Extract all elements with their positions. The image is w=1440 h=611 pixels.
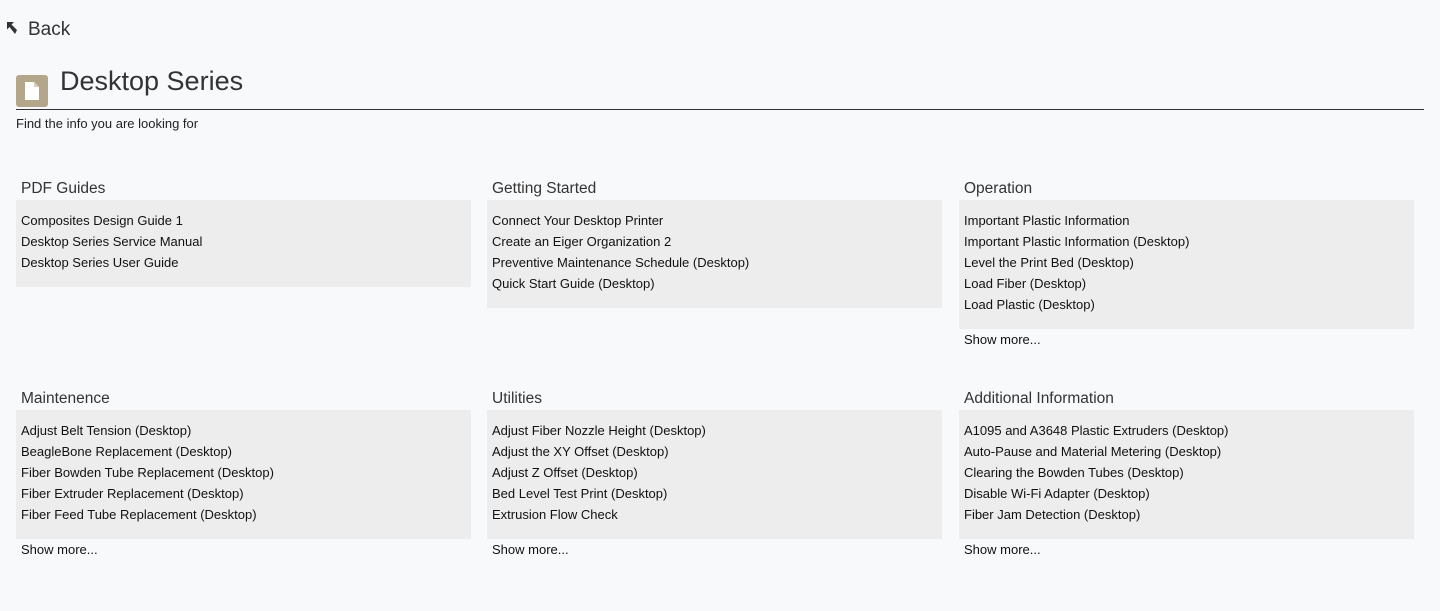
section-link[interactable]: Important Plastic Information (Desktop) xyxy=(964,234,1190,249)
section-list xyxy=(16,410,471,539)
section-link[interactable]: Preventive Maintenance Schedule (Desktop) xyxy=(492,255,750,270)
section-link[interactable]: A1095 and A3648 Plastic Extruders (Desktop) xyxy=(964,423,1229,438)
section-maintenence xyxy=(16,390,471,557)
section-link[interactable]: Desktop Series Service Manual xyxy=(21,234,203,249)
section-link[interactable]: Fiber Bowden Tube Replacement (Desktop) xyxy=(21,465,274,480)
section-link[interactable]: Auto-Pause and Material Metering (Desktop) xyxy=(964,444,1222,459)
show-more-link[interactable]: Show more... xyxy=(964,332,1041,347)
section-link[interactable]: Extrusion Flow Check xyxy=(492,507,618,522)
section-operation xyxy=(959,180,1414,347)
document-icon xyxy=(16,75,48,107)
section-link[interactable]: BeagleBone Replacement (Desktop) xyxy=(21,444,233,459)
show-more-link[interactable]: Show more... xyxy=(492,542,569,557)
section-pdf-guides xyxy=(16,180,471,287)
section-link[interactable]: Adjust Z Offset (Desktop) xyxy=(492,465,638,480)
section-list xyxy=(959,200,1414,329)
section-link[interactable]: Fiber Feed Tube Replacement (Desktop) xyxy=(21,507,257,522)
show-more-link[interactable]: Show more... xyxy=(964,542,1041,557)
page-subtitle: Find the info you are looking for xyxy=(16,116,199,131)
back-label: Back xyxy=(28,19,71,40)
section-getting-started xyxy=(487,180,942,308)
section-list xyxy=(16,200,471,287)
section-link[interactable]: Fiber Jam Detection (Desktop) xyxy=(964,507,1141,522)
back-link[interactable] xyxy=(6,19,70,41)
section-additional-information xyxy=(959,390,1414,557)
section-title: Utilities xyxy=(492,390,542,407)
section-list xyxy=(487,410,942,539)
show-more-link[interactable]: Show more... xyxy=(21,542,98,557)
section-link[interactable]: Bed Level Test Print (Desktop) xyxy=(492,486,668,501)
section-link[interactable]: Quick Start Guide (Desktop) xyxy=(492,276,655,291)
page-title: Desktop Series xyxy=(60,65,244,96)
section-link[interactable]: Connect Your Desktop Printer xyxy=(492,213,664,228)
section-title: Operation xyxy=(964,180,1033,197)
section-title: Getting Started xyxy=(492,180,597,197)
section-link[interactable]: Load Plastic (Desktop) xyxy=(964,297,1095,312)
section-link[interactable]: Composites Design Guide 1 xyxy=(21,213,183,228)
page-header xyxy=(16,65,1424,110)
section-link[interactable]: Create an Eiger Organization 2 xyxy=(492,234,672,249)
section-link[interactable]: Fiber Extruder Replacement (Desktop) xyxy=(21,486,244,501)
section-link[interactable]: Disable Wi-Fi Adapter (Desktop) xyxy=(964,486,1150,501)
section-link[interactable]: Load Fiber (Desktop) xyxy=(964,276,1087,291)
section-link[interactable]: Adjust Belt Tension (Desktop) xyxy=(21,423,192,438)
section-title: Additional Information xyxy=(964,390,1114,407)
section-utilities xyxy=(487,390,942,557)
section-list xyxy=(959,410,1414,539)
section-link[interactable]: Desktop Series User Guide xyxy=(21,255,179,270)
section-title: PDF Guides xyxy=(21,180,106,197)
section-link[interactable]: Level the Print Bed (Desktop) xyxy=(964,255,1134,270)
section-title: Maintenence xyxy=(21,390,110,407)
section-link[interactable]: Important Plastic Information xyxy=(964,213,1130,228)
section-list xyxy=(487,200,942,308)
section-link[interactable]: Clearing the Bowden Tubes (Desktop) xyxy=(964,465,1184,480)
section-link[interactable]: Adjust Fiber Nozzle Height (Desktop) xyxy=(492,423,706,438)
back-arrow-icon xyxy=(6,19,18,41)
section-link[interactable]: Adjust the XY Offset (Desktop) xyxy=(492,444,669,459)
